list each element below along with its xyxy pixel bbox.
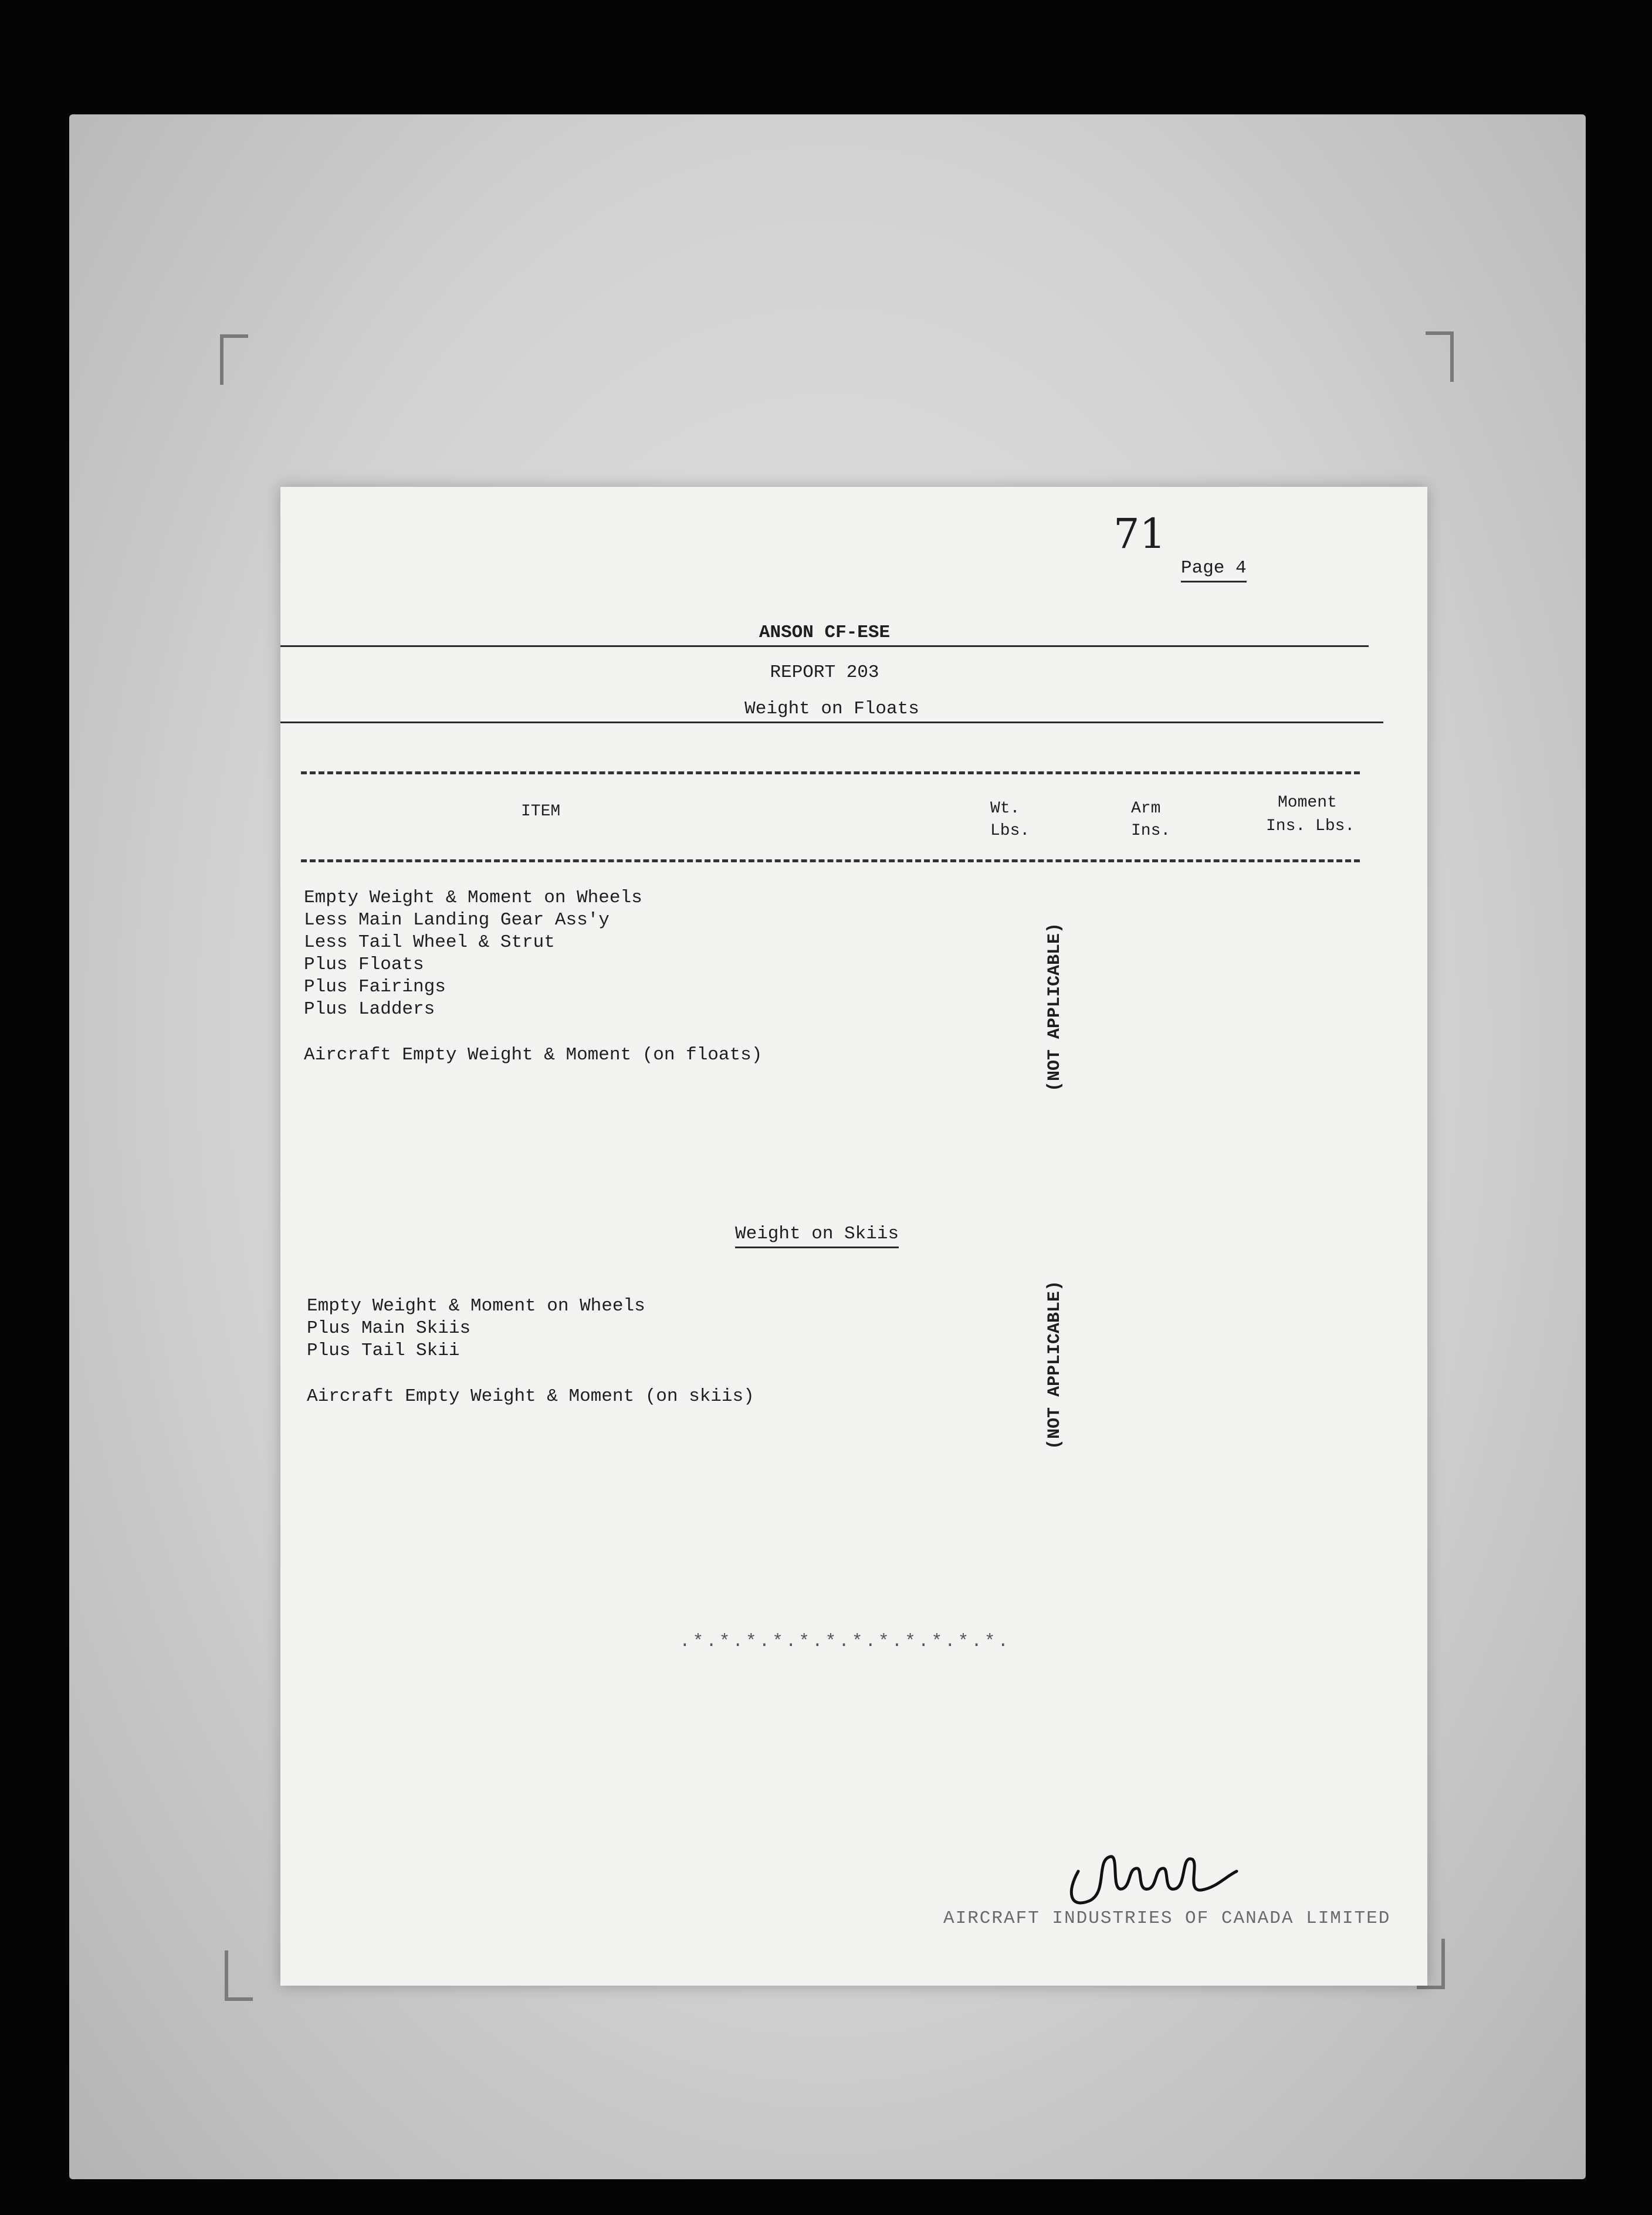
section-heading-floats: Weight on Floats (280, 698, 1383, 723)
column-header-moment-2: Ins. Lbs. (1266, 817, 1355, 835)
list-item: Less Main Landing Gear Ass'y (304, 910, 610, 930)
list-item: Empty Weight & Moment on Wheels (304, 888, 642, 908)
list-item: Plus Fairings (304, 977, 446, 997)
corner-mark-top-left (220, 334, 248, 385)
separator-line: .*.*.*.*.*.*.*.*.*.*.*.*. (679, 1631, 1011, 1652)
document-title: ANSON CF-ESE (280, 622, 1369, 647)
skis-total-line: Aircraft Empty Weight & Moment (on skiis) (307, 1386, 754, 1407)
list-item: Plus Ladders (304, 999, 435, 1020)
column-header-item: ITEM (521, 802, 561, 821)
table-top-rule (301, 771, 1360, 774)
section-heading-skis: Weight on Skiis (735, 1223, 899, 1248)
skis-not-applicable-note: (NOT APPLICABLE) (1045, 1280, 1065, 1450)
handwritten-page-number: 71 (1113, 510, 1166, 558)
company-name: AIRCRAFT INDUSTRIES OF CANADA LIMITED (943, 1908, 1391, 1929)
list-item: Plus Tail Skii (307, 1340, 460, 1361)
list-item: Plus Main Skiis (307, 1318, 471, 1339)
list-item: Plus Floats (304, 954, 424, 975)
list-item: Empty Weight & Moment on Wheels (307, 1296, 645, 1316)
table-header-rule (301, 859, 1360, 862)
floats-not-applicable-note: (NOT APPLICABLE) (1045, 922, 1065, 1092)
column-header-weight-2: Lbs. (990, 822, 1030, 840)
floats-total-line: Aircraft Empty Weight & Moment (on floats) (304, 1045, 763, 1065)
corner-mark-bottom-left (225, 1950, 253, 2001)
column-header-arm-1: Arm (1131, 800, 1161, 818)
report-number: REPORT 203 (770, 662, 879, 683)
page-label: Page 4 (1181, 557, 1247, 582)
handwritten-signature (1055, 1836, 1248, 1912)
list-item: Less Tail Wheel & Strut (304, 932, 555, 953)
column-header-weight-1: Wt. (990, 800, 1020, 818)
column-header-arm-2: Ins. (1131, 822, 1171, 840)
corner-mark-top-right (1426, 331, 1454, 382)
column-header-moment-1: Moment (1278, 794, 1337, 812)
document-sheet (280, 487, 1427, 1986)
